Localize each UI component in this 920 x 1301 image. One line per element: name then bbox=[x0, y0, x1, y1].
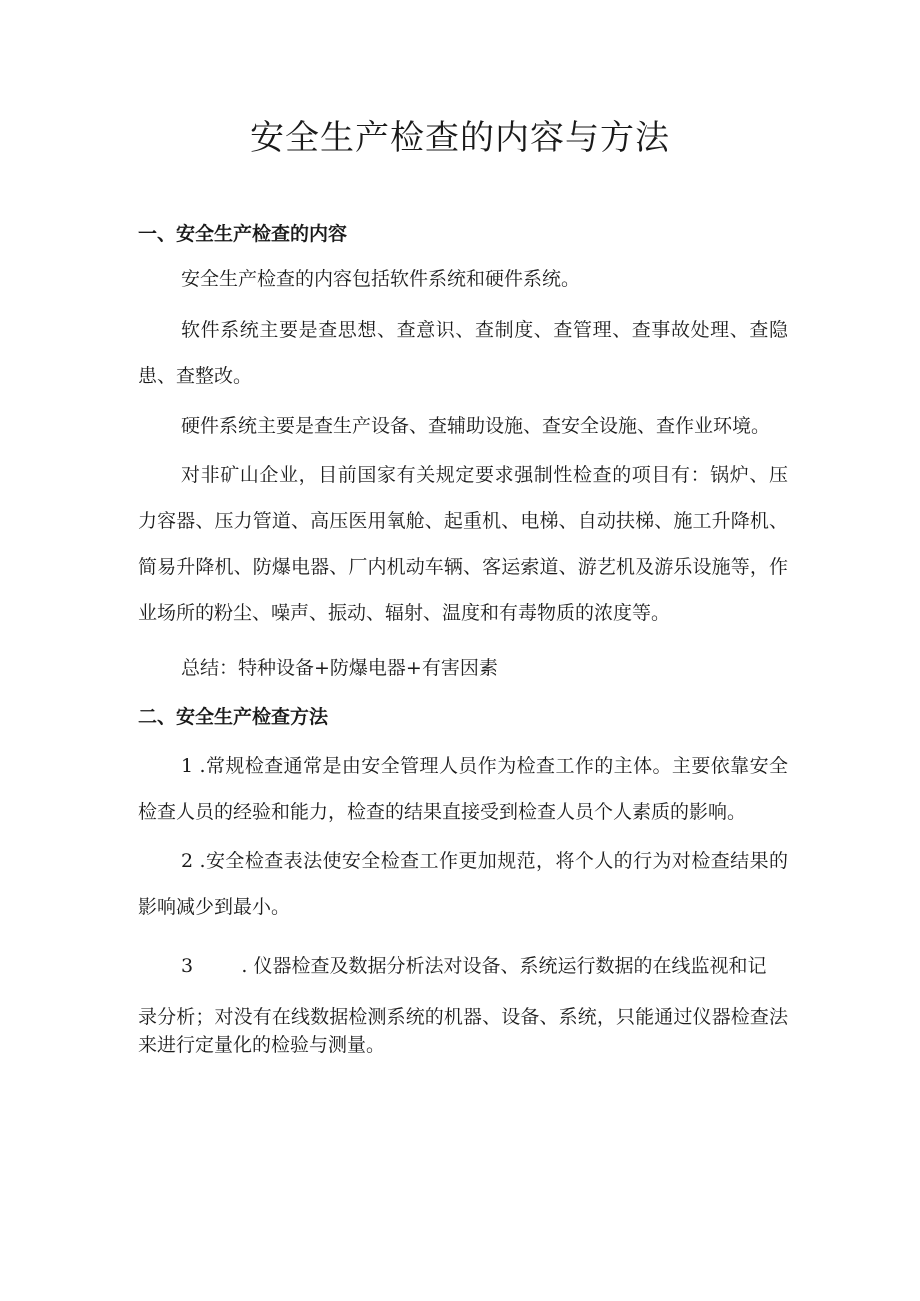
paragraph-hardware-system: 硬件系统主要是查生产设备、查辅助设施、查安全设施、查作业环境。 bbox=[181, 415, 771, 437]
method-item-instrument-line1: 3 . 仪器检查及数据分析法对设备、系统运行数据的在线监视和记 bbox=[181, 955, 767, 977]
method-item-instrument-rest: 录分析；对没有在线数据检测系统的机器、设备、系统，只能通过仪器检查法来进行定量化的检验与测量。 bbox=[138, 1006, 788, 1056]
document-title: 安全生产检查的内容与方法 bbox=[250, 118, 670, 158]
section-heading-content: 一、安全生产检查的内容 bbox=[138, 223, 348, 245]
paragraph-summary: 总结：特种设备+防爆电器+有害因素 bbox=[181, 657, 498, 679]
method-item-routine: 1 .常规检查通常是由安全管理人员作为检查工作的主体。主要依靠安全检查人员的经验和能力，检查的结果直接受到检查人员个人素质的影响。 bbox=[138, 755, 788, 823]
section-heading-methods: 二、安全生产检查方法 bbox=[138, 706, 329, 728]
paragraph-intro: 安全生产检查的内容包括软件系统和硬件系统。 bbox=[181, 268, 581, 290]
paragraph-mandatory-inspection: 对非矿山企业，目前国家有关规定要求强制性检查的项目有：锅炉、压力容器、压力管道、高压医用氧舱、起重机、电梯、自动扶梯、施工升降机、简易升降机、防爆电器、厂内机动车辆、客运索道、游艺机及游乐设施等，作业场所的粉尘、噪声、振动、辐射、温度和有毒物质的浓度等。 bbox=[138, 464, 788, 624]
paragraph-software-system: 软件系统主要是查思想、查意识、查制度、查管理、查事故处理、查隐患、查整改。 bbox=[138, 319, 788, 387]
method-item-checklist: 2 .安全检查表法使安全检查工作更加规范，将个人的行为对检查结果的影响减少到最小。 bbox=[138, 850, 788, 918]
